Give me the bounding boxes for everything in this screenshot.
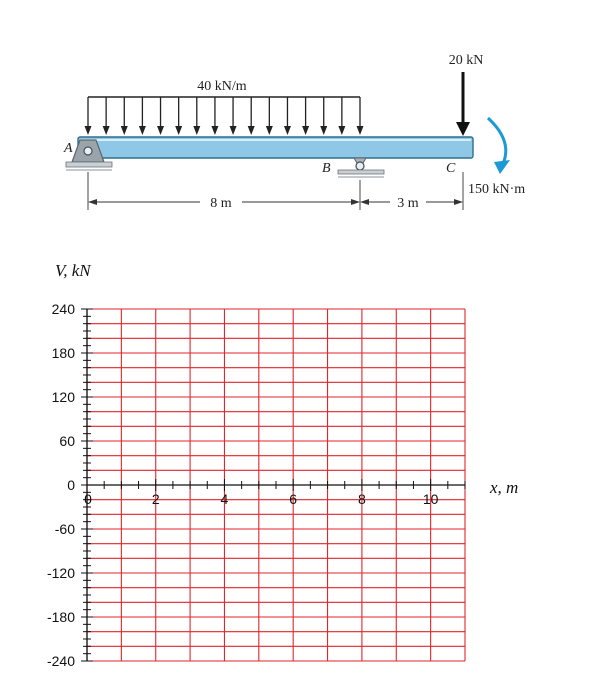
load-arrow bbox=[139, 97, 146, 135]
load-arrow bbox=[284, 97, 291, 135]
x-tick-label: 0 bbox=[84, 491, 92, 507]
moment-label: 150 kN·m bbox=[468, 182, 526, 197]
x-axis-label: x, m bbox=[490, 478, 519, 497]
load-arrow bbox=[266, 97, 273, 135]
load-arrow bbox=[121, 97, 128, 135]
y-tick-label: 240 bbox=[51, 301, 75, 317]
span-bc-label: 3 m bbox=[397, 196, 419, 211]
load-arrow bbox=[357, 97, 364, 135]
y-tick-label: 180 bbox=[51, 345, 75, 361]
x-tick-label: 6 bbox=[289, 491, 298, 507]
x-tick-label: 2 bbox=[151, 491, 160, 507]
load-arrow bbox=[103, 97, 110, 135]
distributed-load-label: 40 kN/m bbox=[197, 79, 247, 94]
span-ab-label: 8 m bbox=[210, 196, 232, 211]
load-arrow bbox=[248, 97, 255, 135]
load-arrow bbox=[338, 97, 345, 135]
load-arrow bbox=[211, 97, 218, 135]
y-tick-label: -240 bbox=[46, 653, 75, 669]
point-load-label: 20 kN bbox=[448, 53, 484, 68]
beam-figure bbox=[63, 53, 525, 211]
point-c-label: C bbox=[446, 161, 456, 176]
moment-arrow bbox=[488, 118, 510, 174]
y-tick-label: -60 bbox=[54, 521, 75, 537]
load-arrow bbox=[193, 97, 200, 135]
load-arrow bbox=[302, 97, 309, 135]
y-tick-label: 0 bbox=[67, 477, 75, 493]
y-tick-label: 120 bbox=[51, 389, 75, 405]
axes bbox=[81, 309, 465, 661]
x-tick-labels bbox=[84, 491, 439, 507]
roller-support-b bbox=[338, 158, 384, 177]
x-tick-label: 10 bbox=[422, 491, 439, 507]
y-tick-labels bbox=[47, 301, 75, 669]
load-arrow bbox=[320, 97, 327, 135]
load-arrow bbox=[157, 97, 164, 135]
support-b-label: B bbox=[322, 161, 331, 176]
y-tick-label: -180 bbox=[46, 609, 75, 625]
y-axis-label: V, kN bbox=[55, 261, 91, 280]
distributed-load-arrows bbox=[85, 97, 364, 135]
load-arrow bbox=[230, 97, 237, 135]
load-arrow bbox=[85, 97, 92, 135]
y-tick-label: 60 bbox=[59, 433, 75, 449]
y-tick-label: -120 bbox=[46, 565, 75, 581]
point-load-arrow bbox=[456, 72, 470, 136]
x-tick-label: 4 bbox=[220, 491, 229, 507]
load-arrow bbox=[175, 97, 182, 135]
x-tick-label: 8 bbox=[358, 491, 366, 507]
support-a-label: A bbox=[64, 141, 73, 156]
shear-grid-chart bbox=[47, 261, 518, 669]
